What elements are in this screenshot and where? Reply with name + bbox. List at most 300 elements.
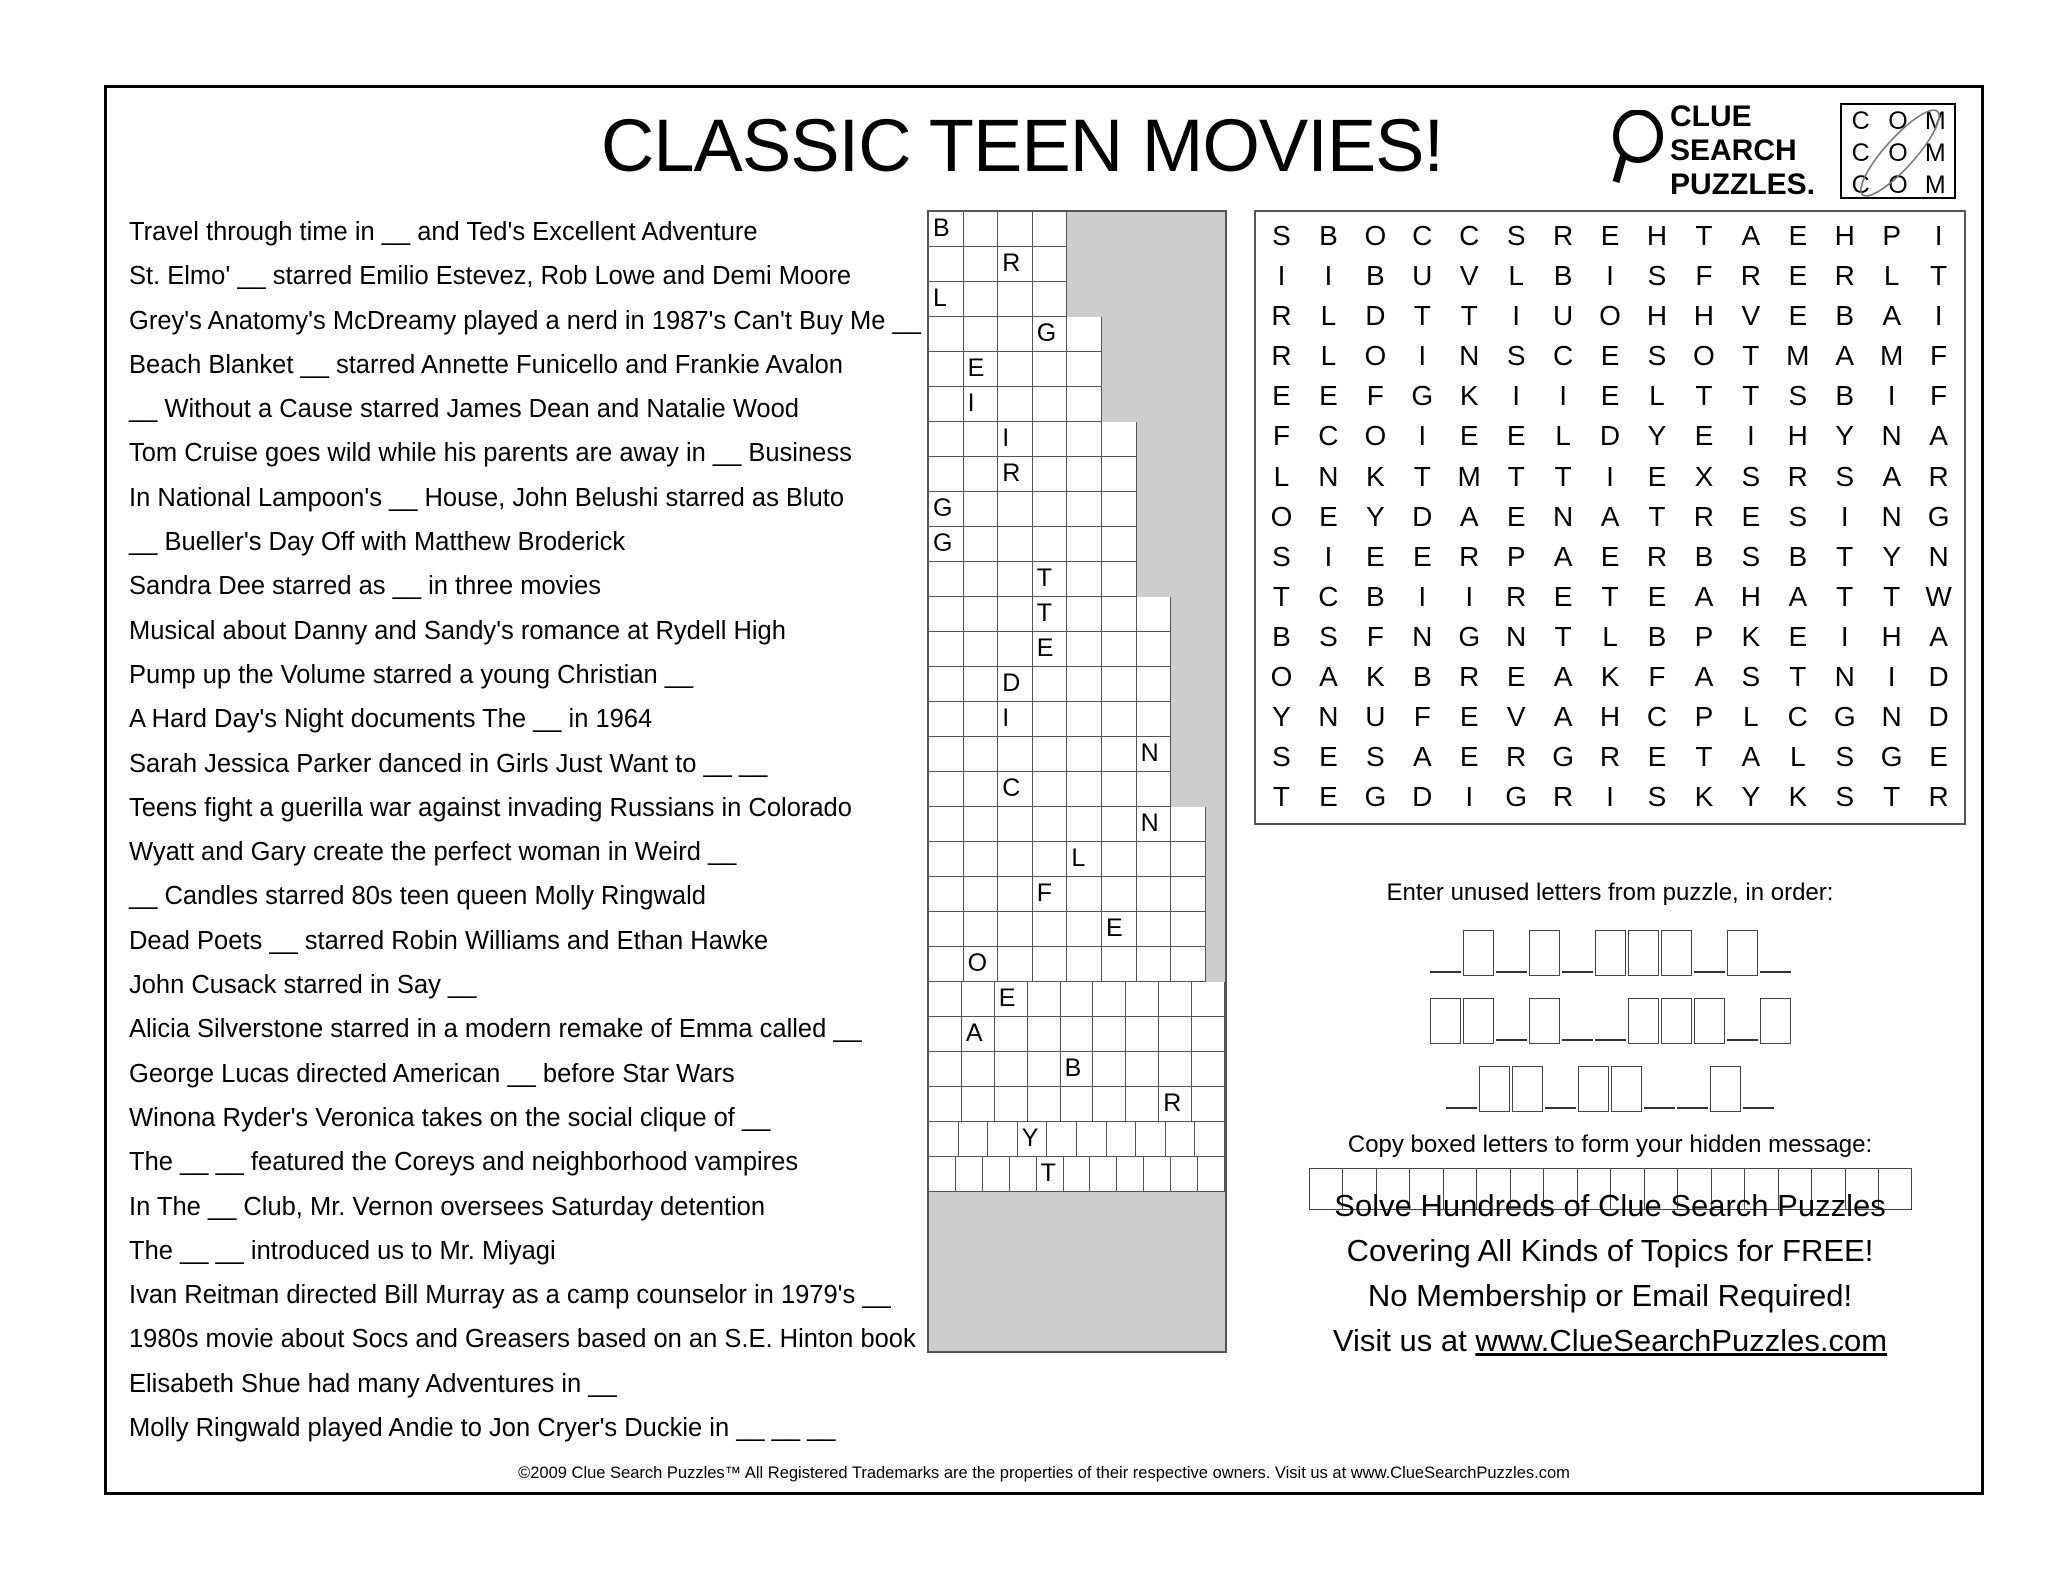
answer-grid-cell[interactable] [1033,667,1068,702]
answer-grid-cell[interactable] [1028,982,1061,1017]
word-search-cell[interactable]: M [1457,460,1481,492]
word-search-cell[interactable]: A [1694,661,1714,693]
answer-grid-cell[interactable] [964,737,999,772]
answer-grid-cell[interactable] [1192,982,1225,1017]
word-search-cell[interactable]: F [1413,701,1431,733]
word-search-cell[interactable]: B [1366,260,1385,292]
answer-grid-cell[interactable] [1107,1122,1137,1157]
answer-grid-cell[interactable] [995,1052,1028,1087]
word-search-cell[interactable]: C [1787,701,1808,733]
word-search-cell[interactable]: F [1366,620,1384,652]
promo-website-link[interactable]: www.ClueSearchPuzzles.com [1475,1323,1888,1358]
answer-grid-cell[interactable] [1067,912,1102,947]
word-search-cell[interactable]: M [1786,340,1810,372]
answer-grid-cell[interactable] [964,632,999,667]
unused-letter-dash[interactable] [1595,1039,1626,1041]
word-search-cell[interactable]: H [1646,300,1668,332]
unused-letter-box[interactable] [1463,930,1494,976]
word-search-cell[interactable]: L [1273,460,1290,492]
word-search-cell[interactable]: C [1459,220,1480,251]
answer-grid-cell[interactable] [1126,1087,1159,1122]
answer-grid-cell[interactable] [929,632,964,667]
answer-grid-cell[interactable] [1033,212,1068,247]
word-search-cell[interactable]: R [1928,781,1949,813]
answer-grid-cell[interactable] [1090,1157,1117,1192]
unused-letter-box[interactable] [1661,998,1692,1044]
word-search-cell[interactable]: S [1647,260,1667,292]
word-search-cell[interactable]: M [1879,340,1904,372]
word-search-cell[interactable]: E [1412,540,1432,572]
word-search-cell[interactable]: L [1320,300,1337,332]
unused-letter-box[interactable] [1611,1066,1642,1112]
word-search-cell[interactable]: R [1740,260,1761,292]
word-search-cell[interactable]: I [1277,260,1286,292]
answer-grid-cell[interactable]: B [929,212,964,247]
word-search-cell[interactable]: R [1834,260,1855,292]
word-search-cell[interactable]: B [1835,380,1855,412]
unused-letter-slots[interactable] [1254,920,1966,1112]
answer-grid-cell[interactable] [929,807,964,842]
answer-grid-cell[interactable] [1061,1017,1094,1052]
word-search-cell[interactable]: E [1506,420,1526,452]
answer-grid-cell[interactable] [964,877,999,912]
word-search-cell[interactable]: T [1695,741,1713,773]
answer-grid-cell[interactable]: N [1137,807,1172,842]
answer-grid-cell[interactable] [929,667,964,702]
answer-grid-cell[interactable] [964,842,999,877]
answer-grid-cell[interactable] [1137,772,1172,807]
answer-grid-cell[interactable]: G [1033,317,1068,352]
answer-grid-cell[interactable] [929,982,962,1017]
answer-grid-cell[interactable] [1077,1122,1107,1157]
word-search-cell[interactable]: E [1319,781,1338,813]
answer-grid-cell[interactable] [1067,457,1102,492]
word-search-cell[interactable]: I [1512,300,1521,332]
word-search-cell[interactable]: A [1694,580,1714,612]
answer-grid-cell[interactable] [1033,737,1068,772]
answer-grid-cell[interactable] [998,387,1033,422]
answer-grid-cell[interactable] [1171,877,1206,912]
answer-grid-cell[interactable] [1102,947,1137,982]
answer-grid-cell[interactable] [1067,422,1102,457]
answer-grid-cell[interactable] [964,702,999,737]
word-search-cell[interactable]: Y [1741,781,1761,813]
word-search-cell[interactable]: A [1741,741,1761,773]
answer-grid-cell[interactable] [1093,1017,1126,1052]
word-search-cell[interactable]: E [1788,220,1808,251]
word-search-cell[interactable]: D [1928,701,1949,733]
word-search-cell[interactable]: T [1601,580,1619,612]
word-search-cell[interactable]: E [1929,741,1948,773]
word-search-cell[interactable]: I [1606,781,1614,813]
answer-grid-cell[interactable] [998,632,1033,667]
word-search-cell[interactable]: I [1324,260,1333,292]
word-search-cell[interactable]: B [1272,620,1291,652]
unused-letter-box[interactable] [1512,1066,1543,1112]
word-search-cell[interactable]: I [1559,380,1567,412]
answer-grid-cell[interactable] [929,317,964,352]
answer-grid-cell[interactable]: E [995,982,1028,1017]
answer-grid-cell[interactable] [1067,527,1102,562]
word-search-cell[interactable]: I [1465,580,1474,612]
answer-grid-cell[interactable] [1192,1052,1225,1087]
word-search-cell[interactable]: T [1742,340,1760,372]
word-search-cell[interactable]: R [1552,781,1574,813]
unused-letter-box[interactable] [1760,998,1791,1044]
word-search-cell[interactable]: Y [1835,420,1855,452]
answer-grid-cell[interactable]: E [964,352,999,387]
word-search-cell[interactable]: O [1364,420,1387,452]
word-search-cell[interactable]: I [1746,420,1755,452]
answer-grid-cell[interactable] [1093,982,1126,1017]
answer-grid-cell[interactable] [1102,877,1137,912]
unused-letter-box[interactable] [1727,930,1758,976]
answer-grid-cell[interactable] [1137,632,1172,667]
answer-grid-cell[interactable] [929,702,964,737]
answer-grid-cell[interactable] [964,772,999,807]
word-search-cell[interactable]: I [1840,620,1849,652]
word-search-cell[interactable]: P [1506,540,1526,572]
answer-grid-cell[interactable] [995,1017,1028,1052]
unused-letter-box[interactable] [1710,1066,1741,1112]
answer-grid-cell[interactable] [1137,912,1172,947]
word-search-cell[interactable]: T [1883,781,1901,813]
word-search-cell[interactable]: C [1552,340,1574,372]
answer-grid-cell[interactable] [1192,1017,1225,1052]
answer-grid-cell[interactable] [959,1122,989,1157]
word-search-cell[interactable]: S [1835,781,1855,813]
answer-grid-cell[interactable] [964,282,999,317]
answer-grid-cell[interactable] [929,1157,956,1192]
answer-grid-cell[interactable] [929,842,964,877]
word-search-cell[interactable]: A [1835,340,1855,372]
word-search-cell[interactable]: T [1648,500,1666,532]
answer-grid-cell[interactable]: E [1102,912,1137,947]
answer-grid-cell[interactable] [1198,1157,1225,1192]
answer-grid-cell[interactable]: N [1137,737,1172,772]
answer-grid-cell[interactable] [1137,597,1172,632]
word-search-cell[interactable]: B [1788,540,1808,572]
word-search-cell[interactable]: T [1413,300,1431,332]
word-search-cell[interactable]: A [1788,580,1808,612]
word-search-cell[interactable]: R [1599,741,1621,773]
word-search-cell[interactable]: S [1835,460,1855,492]
answer-grid-cell[interactable] [1171,842,1206,877]
answer-grid-cell[interactable] [964,667,999,702]
answer-grid-cell[interactable] [964,807,999,842]
answer-grid-cell[interactable]: G [929,527,964,562]
word-search-cell[interactable]: D [1365,300,1386,332]
word-search-cell[interactable]: S [1741,540,1761,572]
word-search-cell[interactable]: A [1882,300,1901,332]
answer-grid-cell[interactable] [1137,947,1172,982]
word-search-cell[interactable]: E [1694,420,1714,452]
word-search-cell[interactable]: O [1270,500,1293,532]
word-search-cell[interactable]: S [1788,500,1808,532]
answer-grid-cell[interactable] [929,1017,962,1052]
word-search-cell[interactable]: P [1694,620,1714,652]
word-search-cell[interactable]: U [1552,300,1574,332]
answer-grid-cell[interactable] [964,317,999,352]
answer-grid-cell[interactable] [1033,702,1068,737]
answer-grid-cell[interactable]: R [998,457,1033,492]
word-search-cell[interactable]: E [1600,220,1620,251]
word-search-cell[interactable]: S [1506,220,1526,251]
answer-grid-cell[interactable] [998,212,1033,247]
word-search-cell[interactable]: R [1552,220,1574,251]
word-search-cell[interactable]: S [1272,741,1291,773]
word-search-cell[interactable]: I [1606,260,1614,292]
unused-letter-dash[interactable] [1496,971,1527,973]
word-search-cell[interactable]: R [1459,661,1480,693]
answer-grid-cell[interactable] [1033,387,1068,422]
answer-grid-cell[interactable] [998,317,1033,352]
word-search-cell[interactable]: R [1271,340,1292,372]
word-search-cell[interactable]: K [1741,620,1761,652]
answer-grid-cell[interactable]: O [964,947,999,982]
word-search-cell[interactable]: D [1928,661,1949,693]
answer-grid-cell[interactable] [1067,737,1102,772]
answer-grid-cell[interactable] [964,912,999,947]
unused-letter-box[interactable] [1578,1066,1609,1112]
word-search-cell[interactable]: C [1412,220,1433,251]
word-search-cell[interactable]: I [1840,500,1849,532]
word-search-cell[interactable]: L [1883,260,1900,292]
answer-grid-cell[interactable] [929,562,964,597]
answer-grid-cell[interactable] [1144,1157,1171,1192]
answer-grid-cell[interactable] [1067,632,1102,667]
answer-grid-cell[interactable]: T [1033,562,1068,597]
word-search-cell[interactable]: P [1882,220,1901,251]
word-search-cell[interactable]: T [1930,260,1948,292]
answer-grid-cell[interactable] [983,1157,1010,1192]
word-search-cell[interactable]: F [1930,340,1948,372]
answer-grid-cell[interactable] [1126,982,1159,1017]
answer-grid-cell[interactable]: I [998,422,1033,457]
word-search-cell[interactable]: I [1606,460,1614,492]
answer-grid-cell[interactable] [962,1087,995,1122]
answer-grid-cell[interactable] [1061,1087,1094,1122]
word-search-cell[interactable]: C [1318,420,1339,452]
answer-grid-cell[interactable] [1033,247,1068,282]
word-search-cell[interactable]: T [1695,380,1713,412]
word-search-cell[interactable]: O [1599,300,1621,332]
word-search-cell[interactable]: B [1694,540,1714,572]
answer-grid-cell[interactable] [1137,702,1172,737]
answer-grid-cell[interactable]: R [998,247,1033,282]
word-search-cell[interactable]: H [1740,580,1761,612]
word-search-cell[interactable]: F [1366,380,1384,412]
word-search-cell[interactable]: I [1934,300,1943,332]
answer-grid-cell[interactable] [1033,457,1068,492]
word-search-cell[interactable]: P [1694,701,1714,733]
answer-grid-cell[interactable] [964,527,999,562]
answer-grid-cell[interactable]: I [998,702,1033,737]
word-search-cell[interactable]: L [1743,701,1759,733]
word-search-cell[interactable]: A [1412,741,1432,773]
answer-grid-cell[interactable] [1061,982,1094,1017]
answer-grid-cell[interactable] [1137,842,1172,877]
word-search-cell[interactable]: G [1505,781,1528,813]
answer-grid-cell[interactable] [929,912,964,947]
word-search-cell[interactable]: E [1647,580,1667,612]
answer-grid-cell[interactable] [1033,807,1068,842]
unused-letter-box[interactable] [1595,930,1626,976]
answer-grid-cell[interactable] [1010,1157,1037,1192]
word-search-cell[interactable]: L [1789,741,1806,773]
word-search-cell[interactable]: G [1880,741,1903,773]
word-search-cell[interactable]: O [1270,661,1293,693]
answer-grid-cell[interactable]: E [1033,632,1068,667]
answer-grid-cell[interactable] [1033,527,1068,562]
word-search-cell[interactable]: T [1836,540,1854,572]
answer-staircase-grid[interactable] [927,210,1227,1353]
word-search-cell[interactable]: K [1459,380,1479,412]
unused-letter-box[interactable] [1694,998,1725,1044]
answer-grid-cell[interactable]: T [1037,1157,1064,1192]
word-search-cell[interactable]: O [1364,340,1387,372]
answer-grid-cell[interactable]: T [1033,597,1068,632]
word-search-cell[interactable]: D [1412,500,1433,532]
answer-grid-cell[interactable] [1171,912,1206,947]
unused-letter-dash[interactable] [1694,971,1725,973]
answer-grid-cell[interactable] [998,527,1033,562]
answer-grid-cell[interactable]: A [962,1017,995,1052]
answer-grid-cell[interactable] [1067,562,1102,597]
unused-letter-dash[interactable] [1644,1107,1675,1109]
word-search-cell[interactable]: H [1787,420,1808,452]
word-search-cell[interactable]: E [1506,661,1526,693]
word-search-cell[interactable]: S [1506,340,1526,372]
answer-grid-cell[interactable] [998,912,1033,947]
answer-grid-cell[interactable]: L [929,282,964,317]
word-search-cell[interactable]: I [1512,380,1521,412]
answer-grid-cell[interactable] [1067,317,1102,352]
answer-grid-cell[interactable] [1159,1017,1192,1052]
word-search-cell[interactable]: N [1928,540,1949,572]
word-search-cell[interactable]: S [1647,340,1667,372]
word-search-cell[interactable]: D [1412,781,1433,813]
answer-grid-cell[interactable] [1028,1017,1061,1052]
word-search-cell[interactable]: E [1506,500,1526,532]
answer-grid-cell[interactable] [1093,1052,1126,1087]
answer-grid-cell[interactable] [998,947,1033,982]
unused-letter-box[interactable] [1529,930,1560,976]
word-search-cell[interactable]: L [1602,620,1618,652]
word-search-cell[interactable]: T [1789,661,1807,693]
word-search-cell[interactable]: R [1459,540,1480,572]
word-search-cell[interactable]: S [1272,540,1291,572]
word-search-cell[interactable]: R [1506,741,1527,773]
word-search-cell[interactable]: B [1366,580,1385,612]
answer-grid-cell[interactable] [929,877,964,912]
answer-grid-cell[interactable] [929,352,964,387]
answer-grid-cell[interactable] [1102,842,1137,877]
answer-grid-cell[interactable] [1159,982,1192,1017]
unused-letter-dash[interactable] [1727,1039,1758,1041]
answer-grid-cell[interactable] [995,1087,1028,1122]
word-search-cell[interactable]: I [1465,781,1474,813]
answer-grid-cell[interactable] [1067,352,1102,387]
word-search-cell[interactable]: E [1647,460,1667,492]
word-search-cell[interactable]: G [1927,500,1950,532]
answer-grid-cell[interactable] [1067,667,1102,702]
unused-letter-box[interactable] [1628,930,1659,976]
answer-grid-cell[interactable] [988,1122,1018,1157]
answer-grid-cell[interactable] [998,807,1033,842]
answer-grid-cell[interactable] [1171,1157,1198,1192]
answer-grid-cell[interactable] [1102,807,1137,842]
unused-letter-dash[interactable] [1430,971,1461,973]
word-search-cell[interactable]: T [1460,300,1478,332]
word-search-cell[interactable]: E [1788,300,1808,332]
word-search-cell[interactable]: E [1319,380,1338,412]
word-search-cell[interactable]: T [1695,220,1713,251]
answer-grid-cell[interactable] [929,422,964,457]
word-search-cell[interactable]: H [1693,300,1715,332]
word-search-cell[interactable]: T [1836,580,1854,612]
answer-grid-cell[interactable] [1067,807,1102,842]
word-search-cell[interactable]: R [1506,580,1527,612]
answer-grid-cell[interactable] [964,212,999,247]
word-search-cell[interactable]: Y [1272,701,1291,733]
answer-grid-cell[interactable] [998,492,1033,527]
word-search-cell[interactable]: T [1272,781,1291,813]
unused-letter-dash[interactable] [1562,971,1593,973]
answer-grid-cell[interactable] [1192,1087,1225,1122]
answer-grid-cell[interactable] [1033,947,1068,982]
answer-grid-cell[interactable] [929,947,964,982]
word-search-cell[interactable]: N [1834,661,1855,693]
word-search-cell[interactable]: T [1507,460,1525,492]
word-search-cell[interactable]: I [1934,220,1943,251]
answer-grid-cell[interactable] [1102,527,1137,562]
answer-grid-cell[interactable] [1195,1122,1225,1157]
word-search-cell[interactable]: U [1365,701,1386,733]
word-search-cell[interactable]: E [1459,701,1479,733]
unused-letter-dash[interactable] [1545,1107,1576,1109]
word-search-cell[interactable]: R [1271,300,1292,332]
unused-letter-dash[interactable] [1496,1039,1527,1041]
word-search-cell[interactable]: R [1928,460,1949,492]
word-search-cell[interactable]: I [1418,580,1427,612]
word-search-cell[interactable]: O [1693,340,1715,372]
answer-grid-cell[interactable] [1102,737,1137,772]
answer-grid-cell[interactable] [964,597,999,632]
word-search-cell[interactable]: I [1887,661,1896,693]
answer-grid-cell[interactable] [1067,877,1102,912]
word-search-cell[interactable]: A [1553,661,1573,693]
word-search-cell[interactable]: A [1459,500,1479,532]
answer-grid-cell[interactable] [1102,562,1137,597]
unused-letter-dash[interactable] [1446,1107,1477,1109]
word-search-cell[interactable]: R [1646,540,1668,572]
word-search-cell[interactable]: S [1835,741,1855,773]
word-search-cell[interactable]: A [1929,620,1948,652]
answer-grid-cell[interactable] [929,1122,959,1157]
unused-letter-dash[interactable] [1562,1039,1593,1041]
word-search-cell[interactable]: G [1411,380,1434,412]
word-search-cell[interactable]: E [1319,741,1338,773]
word-search-cell[interactable]: G [1458,620,1481,652]
answer-grid-cell[interactable] [1067,947,1102,982]
word-search-cell[interactable]: S [1741,460,1761,492]
word-search-cell[interactable]: L [1320,340,1337,372]
answer-grid-cell[interactable] [1102,632,1137,667]
word-search-cell[interactable]: S [1366,741,1385,773]
answer-grid-cell[interactable] [964,247,999,282]
answer-grid-cell[interactable] [1067,702,1102,737]
